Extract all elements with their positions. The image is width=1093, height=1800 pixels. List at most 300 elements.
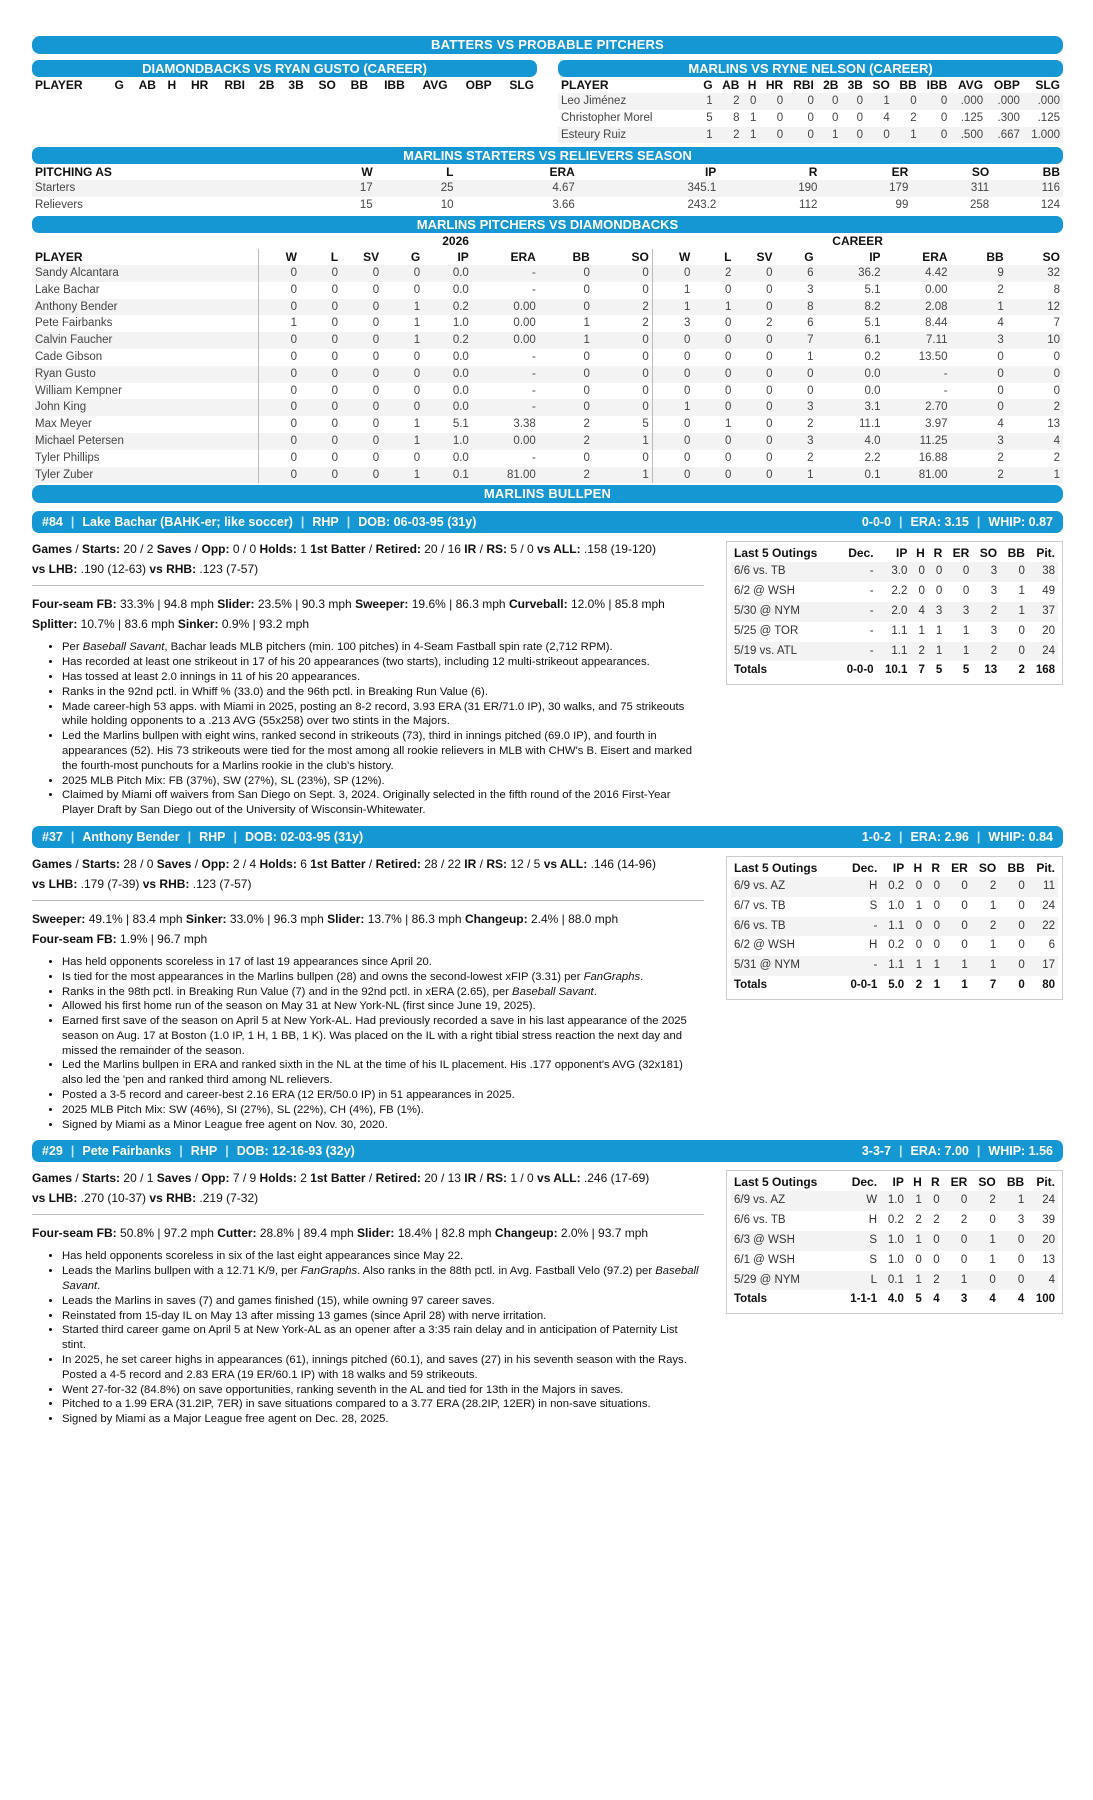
last-5-cell: 49 <box>1042 585 1055 598</box>
marlins_vs-cell: 1 <box>893 127 920 144</box>
marlins_vs-cell: 1 <box>698 93 716 110</box>
pitchers_vs-col-header: SV <box>363 249 380 264</box>
player-header <box>32 511 1063 533</box>
marlins_vs-cell: 0 <box>776 111 784 124</box>
pitchers_vs-cell: 0 <box>725 384 732 397</box>
last-5-cell: 1 <box>962 624 970 637</box>
pitchers_vs-cell: 0 <box>593 366 652 383</box>
marlins_vs-row <box>558 127 1063 144</box>
dbacks_vs-col-header: SLG <box>509 78 534 92</box>
pitchers_vs-cell: 0 <box>951 399 1007 416</box>
pitchers_vs-col-header: ERA <box>922 249 948 264</box>
pitchers_vs-row <box>32 299 1063 316</box>
pitchers_vs-cell: 2.2 <box>864 451 881 464</box>
pitchers_vs-col-header: ERA <box>510 249 536 264</box>
pitchers_vs-cell: 1 <box>951 299 1007 316</box>
pitchers_vs-cell: 0 <box>341 265 382 282</box>
separator: | <box>70 829 75 844</box>
note-item: • Ranks in the 92nd pctl. in Whiff % (33.0) and the 96th pctl. in Breaking Run Value (6). <box>62 685 704 700</box>
starters_relievers-cell: 190 <box>719 180 820 197</box>
last-5-cell: H <box>868 1214 878 1227</box>
career-label: CAREER <box>832 233 883 248</box>
last-5-cell: 24 <box>1042 899 1055 912</box>
starters_relievers-col-header: ER <box>891 165 909 180</box>
last-5-cell: 17 <box>1028 956 1058 976</box>
player-splits-line: vs LHB: .270 (10-37) vs RHB: .219 (7-32) <box>32 1191 259 1206</box>
pitchers_vs-player: Sandy Alcantara <box>32 265 259 282</box>
last-5-row <box>731 956 1058 976</box>
pitchers_vs-cell: 1 <box>1007 467 1063 484</box>
pitchers_vs-cell: 0 <box>539 265 593 282</box>
marlins_vs-cell: 0 <box>807 111 814 124</box>
marlins_vs-col-header: BB <box>899 78 917 92</box>
separator: | <box>899 829 903 844</box>
pitchers_vs-cell: 0 <box>331 384 339 397</box>
pitchers_vs-cell: 1 <box>382 299 423 316</box>
player-header-right <box>862 1140 1053 1162</box>
last-5-cell: 6/3 @ WSH <box>731 1231 840 1251</box>
last-5-cell: 2 <box>933 1214 940 1227</box>
pitchers_vs-cell: 7.11 <box>884 332 951 349</box>
dbacks_vs-col-header: SO <box>318 78 336 92</box>
marlins-vs-nelson <box>558 60 1063 143</box>
pitchers_vs-cell: 0 <box>766 350 773 363</box>
last-5-cell: 0.2 <box>887 1214 904 1227</box>
note-item: • Started third career game on April 5 at New York-AL as an opener after a 3:35 rain delay and in anticipation of Paternity List stint. <box>62 1323 704 1353</box>
last-5-header-row <box>731 859 1058 877</box>
player-era: ERA: 2.96 <box>910 829 969 844</box>
marlins_vs-cell: 0 <box>786 93 817 110</box>
dbacks_vs-col-header: HR <box>190 78 209 92</box>
last-5-cell: 0 <box>999 956 1028 976</box>
pitchers_vs-cell: 1 <box>693 299 734 316</box>
pitchers_vs-player: Michael Petersen <box>32 433 259 450</box>
last-5-cell: H <box>869 939 878 952</box>
marlins_vs-cell: .125 <box>960 111 984 124</box>
pitchers_vs-cell: 5 <box>642 418 649 431</box>
pitchers_vs-cell: 16.88 <box>918 451 948 464</box>
pitchers_vs-cell: 0 <box>331 350 339 363</box>
last-5-total-cell: 5 <box>915 1293 922 1306</box>
last-5-cell: - <box>840 956 880 976</box>
player-name: Pete Fairbanks <box>82 1144 172 1159</box>
last-5-cell: 6/6 vs. TB <box>731 562 837 582</box>
last-5-cell: 0 <box>910 562 927 582</box>
dbacks_vs-header-row <box>32 77 537 93</box>
pitchers_vs-cell: 1 <box>593 467 652 484</box>
pitchers_vs-cell: 0.1 <box>423 467 472 484</box>
pitchers_vs-col-header: IP <box>457 249 469 264</box>
last-5-cell: 1 <box>971 956 1000 976</box>
last-5-col-header: Last 5 Outings <box>734 1175 818 1190</box>
starters_relievers-cell: 345.1 <box>578 180 720 197</box>
last-5-cell: 0 <box>907 917 925 937</box>
pitchers_vs-player: Pete Fairbanks <box>35 317 113 330</box>
last-5-cell: 2 <box>960 1214 968 1227</box>
note-item: • Posted a 3-5 record and career-best 2.16 ERA (12 ER/50.0 IP) in 51 appearances in 2025. <box>62 1088 704 1103</box>
last-5-cell: 2 <box>915 1214 922 1227</box>
pitchers_vs-cell: 8.44 <box>925 317 948 330</box>
pitchers_vs-cell: 0.0 <box>817 366 884 383</box>
pitchers_vs-cell: - <box>531 283 536 296</box>
marlins-vs-nelson-title: MARLINS VS RYNE NELSON (CAREER) <box>558 60 1063 77</box>
pitchers_vs-cell: 2.08 <box>884 299 951 316</box>
dbacks_vs-col-header: 2B <box>259 78 275 92</box>
starters_relievers-player: Relievers <box>35 199 83 212</box>
pitchers_vs-col-header: SV <box>756 249 773 264</box>
last-5-cell: 2 <box>970 1191 998 1211</box>
dbacks_vs-col-header: AB <box>138 78 156 92</box>
pitchers_vs-cell: 0.0 <box>423 265 472 282</box>
last-5-row <box>731 877 1058 897</box>
pitchers_vs-cell: 36.2 <box>817 265 884 282</box>
last-5-cell: 0 <box>999 1271 1027 1291</box>
last-5-row <box>731 1191 1058 1211</box>
pitchers_vs-row <box>32 349 1063 366</box>
dbacks_vs-col-header: 3B <box>288 78 304 92</box>
marlins_vs-cell: 8 <box>733 111 740 124</box>
marlins_vs-cell: 0 <box>920 127 951 144</box>
divider <box>32 585 704 586</box>
pitchers_vs-cell: 0 <box>259 416 300 433</box>
starters_relievers-cell: 25 <box>376 180 457 197</box>
pitchers_vs-cell: 0 <box>539 399 593 416</box>
marlins_vs-col-header: IBB <box>926 78 948 92</box>
last-5-cell: 2.0 <box>877 602 911 622</box>
last-5-cell: 1.1 <box>877 642 911 662</box>
last-5-cell: 0 <box>943 877 971 897</box>
pitchers-vs-title: MARLINS PITCHERS VS DIAMONDBACKS <box>32 216 1063 233</box>
pitchers_vs-cell: 0 <box>734 332 775 349</box>
pitchers_vs-cell: - <box>943 384 948 397</box>
last-5-total-cell: 4 <box>1017 1293 1025 1306</box>
last-5-cell: 1 <box>943 1271 971 1291</box>
last-5-table <box>731 1173 1058 1310</box>
last-5-col-header: BB <box>1007 546 1025 561</box>
last-5-col-header: ER <box>950 1175 968 1190</box>
marlins_vs-cell: 1 <box>817 127 842 144</box>
season-label: 2026 <box>442 233 469 248</box>
last-5-header-row <box>731 544 1058 562</box>
last-5-total-cell: 10.1 <box>884 664 908 677</box>
player-details <box>32 854 704 1133</box>
last-5-cell: 38 <box>1028 562 1058 582</box>
pitchers_vs-player: Cade Gibson <box>35 350 103 363</box>
last-5-cell: 3 <box>945 602 972 622</box>
player-header-right <box>862 826 1053 848</box>
pitchers_vs-cell: 8 <box>775 299 816 316</box>
pitchers_vs-cell: 5.1 <box>864 283 881 296</box>
last-5-cell: 0 <box>907 877 925 897</box>
starters_relievers-cell: 15 <box>359 199 373 212</box>
last-5-cell: 3.0 <box>877 562 911 582</box>
pitchers_vs-row <box>32 366 1063 383</box>
pitchers_vs-cell: 0 <box>593 399 652 416</box>
last-5-cell: 0 <box>945 562 972 582</box>
player-usage-line: Games / Starts: 20 / 1 Saves / Opp: 7 / 9 Holds: 2 1st Batter / Retired: 20 / 13 IR / RS: 1 / 0 vs ALL: .246 (17-69) <box>32 1171 650 1186</box>
note-item: • Has recorded at least one strikeout in 17 of his 20 appearances (two starts), including 12 multi-strikeout appearances. <box>62 655 704 670</box>
last-5-cell: 6 <box>1048 939 1055 952</box>
note-item: • Has held opponents scoreless in 17 of last 19 appearances since April 20. <box>62 955 704 970</box>
pitchers_vs-cell: 2 <box>807 451 814 464</box>
last-5-col-header: Last 5 Outings <box>734 546 818 561</box>
last-5-cell: 20 <box>1042 624 1055 637</box>
note-item: • Pitched to a 1.99 ERA (31.2IP, 7ER) in save situations compared to a 3.77 ERA (28.2IP, 12ER) in non-save situations. <box>62 1397 704 1412</box>
last-5-cell: 0 <box>925 1191 943 1211</box>
pitchers_vs-cell: 0 <box>300 433 341 450</box>
starters_relievers-player: Starters <box>32 180 315 197</box>
pitchers_vs-cell: 0 <box>259 282 300 299</box>
pitchers_vs-cell: 0 <box>331 283 339 296</box>
pitchers_vs-cell: 0 <box>807 384 814 397</box>
marlins_vs-col-header: HR <box>765 78 784 92</box>
pitchers_vs-cell: 0 <box>372 283 380 296</box>
last-5-cell: 0 <box>1018 939 1025 952</box>
pitchers_vs-cell: 1 <box>413 317 421 330</box>
last-5-cell: 2 <box>925 1271 943 1291</box>
last-5-body <box>731 1191 1058 1310</box>
last-5-col-header: BB <box>1007 860 1025 875</box>
marlins_vs-cell: 1 <box>742 127 759 144</box>
pitchers_vs-cell: 12 <box>1007 299 1063 316</box>
pitchers_vs-cell: 3 <box>807 283 814 296</box>
marlins_vs-cell: 0 <box>866 127 893 144</box>
last-5-cell: 1.1 <box>891 624 908 637</box>
marlins_vs-row <box>558 93 1063 110</box>
last-5-row <box>731 622 1058 642</box>
player-number: #37 <box>42 829 63 844</box>
last-5-cell: 6/1 @ WSH <box>734 1253 795 1266</box>
last-5-cell: 2 <box>972 602 1000 622</box>
last-5-total-cell: 7 <box>989 978 997 991</box>
marlins_vs-cell: 0 <box>786 127 817 144</box>
dbacks_vs-col-header: PLAYER <box>35 78 83 92</box>
pitchers_vs-row <box>32 383 1063 400</box>
marlins_vs-col-header: OBP <box>993 78 1020 92</box>
last-5-cell: 0 <box>1000 642 1028 662</box>
pitchers_vs-cell: 13.50 <box>918 350 948 363</box>
last-5-total-cell: 4 <box>933 1293 940 1306</box>
last-5-col-header: H <box>913 1175 922 1190</box>
pitchers_vs-cell: 0 <box>593 265 652 282</box>
pitchers_vs-cell: 0 <box>997 384 1004 397</box>
pitchers_vs-player: Calvin Faucher <box>32 332 259 349</box>
pitchers_vs-cell: 3 <box>775 399 816 416</box>
note-item: • Leads the Marlins bullpen with a 12.71 K/9, per FanGraphs. Also ranks in the 88th pctl. in Avg. Fastball Velo (97.2) per Baseball Savant. <box>62 1264 704 1294</box>
pitchers_vs-cell: 2 <box>593 299 652 316</box>
player-record: 3-3-7 <box>861 1144 892 1159</box>
pitchers_vs-player: Tyler Phillips <box>35 451 100 464</box>
player-era: ERA: 3.15 <box>910 515 969 530</box>
last-5-cell: 0 <box>943 1191 971 1211</box>
last-5-col-header: R <box>930 1175 940 1190</box>
last-5-cell: 3 <box>1017 1214 1025 1227</box>
player-whip: WHIP: 0.87 <box>988 515 1053 530</box>
pitchers_vs-cell: 1.0 <box>452 317 469 330</box>
pitchers_vs-cell: 0 <box>259 366 300 383</box>
pitchers_vs-cell: 2 <box>583 418 590 431</box>
last-5-cell: 0 <box>989 1214 996 1227</box>
starters_relievers-cell: 124 <box>1040 199 1060 212</box>
note-item: • 2025 MLB Pitch Mix: SW (46%), SI (27%), SL (22%), CH (4%), FB (1%). <box>62 1103 704 1118</box>
pitchers_vs-cell: 3 <box>775 433 816 450</box>
pitchers_vs-col-header: G <box>804 249 814 264</box>
pitchers_vs-cell: 0 <box>693 332 734 349</box>
last-5-cell: 0 <box>915 1253 922 1266</box>
pitchers_vs-cell: 0 <box>652 416 693 433</box>
pitchers_vs-cell: 0.0 <box>423 399 472 416</box>
marlins_vs-cell: 1 <box>749 111 757 124</box>
player-number: #29 <box>42 1144 63 1159</box>
pitchers_vs-cell: 4.42 <box>884 265 951 282</box>
pitchers_vs-cell: 2 <box>807 418 814 431</box>
starters_relievers-cell: 112 <box>799 199 818 212</box>
dbacks-vs-gusto-table <box>32 77 537 93</box>
last-5-cell: 2.2 <box>891 585 908 598</box>
pitchers_vs-cell: 0.0 <box>452 283 469 296</box>
last-5-cell: - <box>837 562 876 582</box>
pitchers_vs-col-header: L <box>724 249 732 264</box>
pitchers_vs-cell: 1 <box>583 317 590 330</box>
last-5-col-header: R <box>933 546 943 561</box>
marlins_vs-cell: 4 <box>883 111 890 124</box>
last-5-cell: 1 <box>945 642 972 662</box>
note-item: • Claimed by Miami off waivers from San Diego on Sept. 3, 2024. Originally selected in the fifth round of the 2016 First-Year Player Draft by San Diego out of the University of Wisconsin-Whitewater. <box>62 788 704 818</box>
pitchers_vs-cell: 0 <box>259 433 300 450</box>
divider <box>32 900 704 901</box>
pitchers-vs-group-row <box>32 233 1063 249</box>
pitchers_vs-cell: 0 <box>372 350 380 363</box>
last-5-total-cell: 1 <box>933 978 941 991</box>
player-name: Lake Bachar (BAHK-er; like soccer) <box>82 515 293 530</box>
pitchers_vs-cell: 0 <box>372 317 380 330</box>
last-5-head <box>731 544 1058 562</box>
pitchers_vs-cell: 0 <box>300 332 341 349</box>
pitchers_vs-cell: 0 <box>652 349 693 366</box>
marlins_vs-cell: 0 <box>817 93 842 110</box>
marlins_vs-cell: 0 <box>759 127 786 144</box>
last-5-cell: 1 <box>1018 585 1025 598</box>
bullpen-header: MARLINS BULLPEN <box>32 485 1063 503</box>
pitchers_vs-col-header: W <box>259 249 300 265</box>
note-item: • In 2025, he set career highs in appearances (61), innings pitched (60.1), and saves (27) in his seventh season with the Rays. Posted a 4-5 record and 2.83 ERA (19 ER/60.1 IP) with 18 walks and 59 strikeouts. <box>62 1353 704 1383</box>
note-item: • Per Baseball Savant, Bachar leads MLB pitchers (min. 100 pitches) in 4-Seam Fastball spin rate (2,712 RPM). <box>62 640 704 655</box>
pitchers_vs-cell: - <box>531 451 536 464</box>
marlins_vs-cell: 0 <box>920 93 951 110</box>
player-notes <box>62 955 704 1133</box>
last-5-cell: 2 <box>972 642 1000 662</box>
last-5-cell: 5/19 vs. ATL <box>731 642 837 662</box>
last-5-cell: 1 <box>989 939 997 952</box>
pitchers_vs-cell: 3 <box>951 332 1007 349</box>
pitchers_vs-cell: 0 <box>642 451 649 464</box>
last-5-cell: 0 <box>970 1271 998 1291</box>
last-5-total-cell: 5 <box>962 664 970 677</box>
pitchers_vs-cell: 0 <box>341 467 382 484</box>
separator: | <box>225 1144 229 1159</box>
last-5-col-header: SO <box>978 860 997 875</box>
pitchers_vs-cell: 0 <box>652 366 693 383</box>
separator: | <box>300 515 305 530</box>
last-5-total-cell: 80 <box>1042 978 1055 991</box>
last-5-row <box>731 897 1058 917</box>
last-5-cell: 1 <box>915 899 923 912</box>
last-5-cell: 0.2 <box>888 939 905 952</box>
last-5-row <box>731 642 1058 662</box>
marlins-vs-nelson-table <box>558 77 1063 143</box>
last-5-cell: 1.0 <box>887 1253 904 1266</box>
player-pitch-mix: Sweeper: 49.1% | 83.4 mph Sinker: 33.0% | 96.3 mph Slider: 13.7% | 86.3 mph Changeup: 2.4% | 88.0 mph Four-seam FB: 1.9% | 96.7 mph <box>32 911 619 946</box>
last-5-cell: 1 <box>925 956 943 976</box>
marlins_vs-cell: 2 <box>716 93 743 110</box>
pitchers_vs-cell: 0.2 <box>864 350 881 363</box>
player-body <box>32 539 1063 818</box>
player-splits-line: vs LHB: .179 (7-39) vs RHB: .123 (7-57) <box>32 876 252 891</box>
last-5-cell: 1 <box>907 1231 925 1251</box>
last-5-cell: 0 <box>918 585 925 598</box>
pitchers_vs-cell: 0 <box>300 265 341 282</box>
dbacks-vs-gusto <box>32 60 537 143</box>
player-number: #84 <box>42 515 63 530</box>
pitchers_vs-cell: 0 <box>734 433 775 450</box>
last-5-cell: 4 <box>1027 1271 1058 1291</box>
last-5-col-header: H <box>913 860 923 875</box>
last-5-col-header: SO <box>978 1175 996 1190</box>
pitchers_vs-cell: 3.1 <box>817 399 884 416</box>
last-5-cell: 0 <box>1000 562 1028 582</box>
marlins_vs-col-header: 2B <box>823 78 839 92</box>
pitchers_vs-cell: 0 <box>300 467 341 484</box>
last-5-cell: 20 <box>1027 1231 1058 1251</box>
player-body <box>32 1168 1063 1427</box>
pitchers_vs-cell: 0.00 <box>472 332 539 349</box>
pitchers_vs-cell: 0.00 <box>513 317 536 330</box>
pitchers_vs-cell: 0 <box>1053 350 1060 363</box>
pitchers_vs-cell: 6.1 <box>817 332 884 349</box>
marlins_vs-col-header: SO <box>872 78 890 92</box>
player-header-left <box>42 511 476 533</box>
last-5-cell: 0 <box>943 1231 971 1251</box>
marlins_vs-cell: 0 <box>940 111 948 124</box>
pitchers_vs-cell: 3 <box>951 433 1007 450</box>
last-5-total-cell: 13 <box>984 664 998 677</box>
pitchers_vs-cell: 0 <box>652 450 693 467</box>
marlins_vs-cell: 0 <box>742 93 759 110</box>
player-dob: DOB: 12-16-93 (32y) <box>236 1144 355 1159</box>
player-record: 0-0-0 <box>861 515 892 530</box>
pitchers_vs-cell: 0 <box>259 265 300 282</box>
note-item: • Allowed his first home run of the season on May 31 at New York-NL (first since June 19, 2025). <box>62 999 704 1014</box>
pitchers_vs-cell: 2 <box>951 467 1007 484</box>
pitchers_vs-cell: 0.1 <box>817 467 884 484</box>
last-5-cell: 0 <box>933 939 941 952</box>
last-5-cell: L <box>840 1271 880 1291</box>
last-5-cell: 6/6 vs. TB <box>731 917 840 937</box>
note-item: • Earned first save of the season on April 5 at New York-AL. Had previously recorded a save in his last appearance of the 2025 season on Aug. 17 at Boston (1.0 IP, 1 H, 1 BB, 1 K). Was placed on the IL with a right tibial stress reaction the next day and missed the remainder of the season. <box>62 1014 704 1058</box>
last-5-total-cell: 1 <box>961 978 968 991</box>
pitchers_vs-row <box>32 450 1063 467</box>
last-5-cell: 5/29 @ NYM <box>731 1271 840 1291</box>
pitchers_vs-cell: 1 <box>652 282 693 299</box>
marlins_vs-col-header: PLAYER <box>561 78 609 92</box>
note-item: • Led the Marlins bullpen with eight wins, ranked second in strikeouts (73), third in innings pitched (69.0 IP), and fourth in appearances (52). His 73 strikeouts were tied for the most among all rookie relievers in MLB with CHW's B. Eisert and marked the fourth-most punchouts for a Marlins rookie in the club's history. <box>62 729 704 773</box>
marlins_vs-col-header: RBI <box>793 78 814 92</box>
last-5-cell: 1.0 <box>880 1231 907 1251</box>
pitchers_vs-cell: 0 <box>725 317 732 330</box>
player-header <box>32 1140 1063 1162</box>
marlins_vs-col-header: 3B <box>847 78 863 92</box>
marlins_vs-cell: .300 <box>997 111 1020 124</box>
